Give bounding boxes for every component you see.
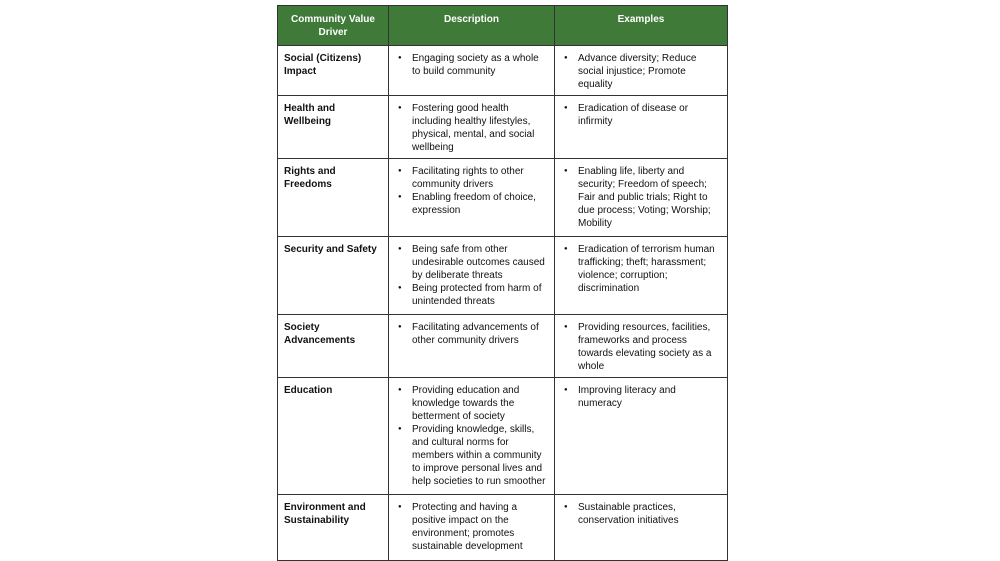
list-item: ● Providing education and knowledge towards the betterment of society — [412, 384, 549, 423]
driver-cell: Health and Wellbeing — [278, 96, 389, 159]
header-driver: Community Value Driver — [278, 6, 389, 46]
list-item: ● Being safe from other undesirable outcomes caused by deliberate threats — [412, 243, 549, 282]
driver-cell: Environment and Sustainability — [278, 495, 389, 561]
header-row — [278, 6, 728, 46]
examples-cell — [555, 159, 728, 237]
list-item: ● Being protected from harm of unintended threats — [412, 282, 549, 308]
driver-cell: Security and Safety — [278, 237, 389, 315]
table-row — [278, 159, 728, 237]
description-cell — [389, 96, 555, 159]
table-row — [278, 237, 728, 315]
examples-cell — [555, 495, 728, 561]
list-item: ● Sustainable practices, conservation initiatives — [578, 501, 722, 527]
driver-cell: Social (Citizens) Impact — [278, 46, 389, 96]
examples-cell — [555, 96, 728, 159]
driver-cell: Society Advancements — [278, 315, 389, 378]
list-item: ● Improving literacy and numeracy — [578, 384, 722, 410]
examples-cell — [555, 237, 728, 315]
description-cell — [389, 378, 555, 495]
description-cell — [389, 46, 555, 96]
driver-cell: Rights and Freedoms — [278, 159, 389, 237]
description-cell — [389, 495, 555, 561]
table-row — [278, 495, 728, 561]
list-item: ● Engaging society as a whole to build community — [412, 52, 549, 78]
list-item: ● Fostering good health including healthy lifestyles, physical, mental, and social wellbeing — [412, 102, 549, 154]
table-row — [278, 378, 728, 495]
examples-cell — [555, 315, 728, 378]
header-description: Description — [389, 6, 555, 46]
table-row — [278, 96, 728, 159]
list-item: ● Facilitating rights to other community drivers — [412, 165, 549, 191]
description-cell — [389, 159, 555, 237]
list-item: ● Providing resources, facilities, frameworks and process towards elevating society as a whole — [578, 321, 722, 373]
description-cell — [389, 237, 555, 315]
examples-cell — [555, 378, 728, 495]
table-row — [278, 315, 728, 378]
community-value-table — [277, 5, 728, 561]
table-row — [278, 46, 728, 96]
list-item: ● Enabling life, liberty and security; Freedom of speech; Fair and public trials; Right to due process; Voting; Worship; Mobility — [578, 165, 722, 230]
description-cell — [389, 315, 555, 378]
list-item: ● Protecting and having a positive impact on the environment; promotes sustainable development — [412, 501, 549, 553]
driver-cell: Education — [278, 378, 389, 495]
list-item: ● Enabling freedom of choice, expression — [412, 191, 549, 217]
list-item: ● Eradication of disease or infirmity — [578, 102, 722, 128]
header-examples: Examples — [555, 6, 728, 46]
examples-cell — [555, 46, 728, 96]
list-item: ● Advance diversity; Reduce social injustice; Promote equality — [578, 52, 722, 91]
list-item: ● Providing knowledge, skills, and cultural norms for members within a community to improve personal lives and help societies to run smoother — [412, 423, 549, 488]
list-item: ● Facilitating advancements of other community drivers — [412, 321, 549, 347]
list-item: ● Eradication of terrorism human trafficking; theft; harassment; violence; corruption; discrimination — [578, 243, 722, 295]
